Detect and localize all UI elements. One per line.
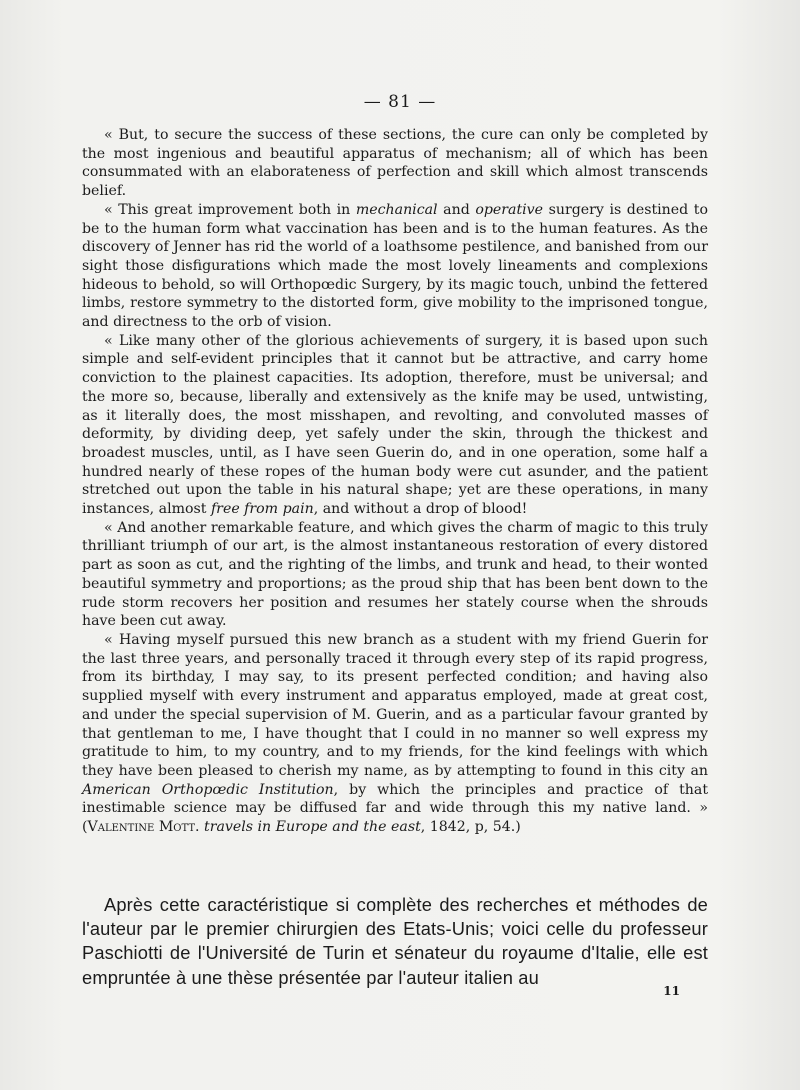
quote-paragraph-2: « This great improvement both in mechanical and operative surgery is destined to be to the human form what vaccination has been and is to the human features. As the discovery of Jenner has rid the world of a loathsome pestilence, and banished from our sight those disfigurations which made the most lovely lineaments and complexions hideous to behold, so will Orthopœdic Surgery, by its magic touch, unbind the fettered limbs, restore symmetry to the distorted form, give mobility to the imprisoned tongue, and directness to the orb of vision. bbox=[82, 201, 708, 331]
french-body-text bbox=[82, 893, 708, 990]
quote-paragraph-3: « Like many other of the glorious achievements of surgery, it is based upon such simple and self-evident principles that it cannot but be attractive, and carry home conviction to the plainest capacities. Its adoption, therefore, must be universal; and the more so, because, liberally and extensively as the knife may be used, untwisting, as it literally does, the most misshapen, and revolting, and convoluted masses of deformity, by dividing deep, yet safely under the skin, through the thickest and broadest muscles, until, as I have seen Guerin do, and in one operation, some half a hundred nearly of these ropes of the human body were cut asunder, and the patient stretched out upon the table in his natural shape; yet are these operations, in many instances, almost free from pain, and without a drop of blood! bbox=[82, 332, 708, 518]
body-paragraph-1: Après cette caractéristique si complète des recherches et méthodes de l'auteur par le premier chirurgien des Etats-Unis; voici celle du professeur Paschiotti de l'Université de Turin et sénateur du royaume d'Italie, elle est empruntée à une thèse présentée par l'auteur italien au bbox=[82, 894, 708, 988]
quote-paragraph-1: « But, to secure the success of these sections, the cure can only be completed by the most ingenious and beautiful apparatus of mechanism; all of which has been consummated with an elaborateness of perfection and skill which almost transcends belief. bbox=[82, 127, 708, 200]
page-number: — 81 — bbox=[363, 92, 437, 112]
quote-paragraph-5: « Having myself pursued this new branch as a student with my friend Guerin for the last three years, and personally traced it through every step of its rapid progress, from its birthday, I may say, to its present perfected condition; and having also supplied myself with every instrument and apparatus employed, made at great cost, and under the special supervision of M. Guerin, and as a particular favour granted by that gentleman to me, I have thought that I could in no manner so well express my gratitude to him, to my country, and to my friends, for the kind feelings with which they have been pleased to cherish my name, as by attempting to found in this city an American Orthopœdic Institution, by which the principles and practice of that inestimable science may be diffused far and wide through this my native land. » (Valentine Mott. travels in Europe and the east, 1842, p, 54.) bbox=[82, 631, 709, 836]
quote-paragraph-4: « And another remarkable feature, and which gives the charm of magic to this truly thrilliant triumph of our art, is the almost instantaneous restoration of every distored part as soon as cut, and the righting of the limbs, and trunk and head, to their wonted beautiful symmetry and proportions; as the proud ship that has been bent down to the rude storm recovers her position and resumes her stately course when the shrouds have been cut away. bbox=[82, 519, 708, 630]
citation-author: Valentine Mott bbox=[87, 819, 196, 836]
citation-title: travels in Europe and the east bbox=[204, 819, 421, 836]
english-quotation bbox=[82, 126, 708, 837]
signature-mark: 11 bbox=[663, 984, 680, 998]
